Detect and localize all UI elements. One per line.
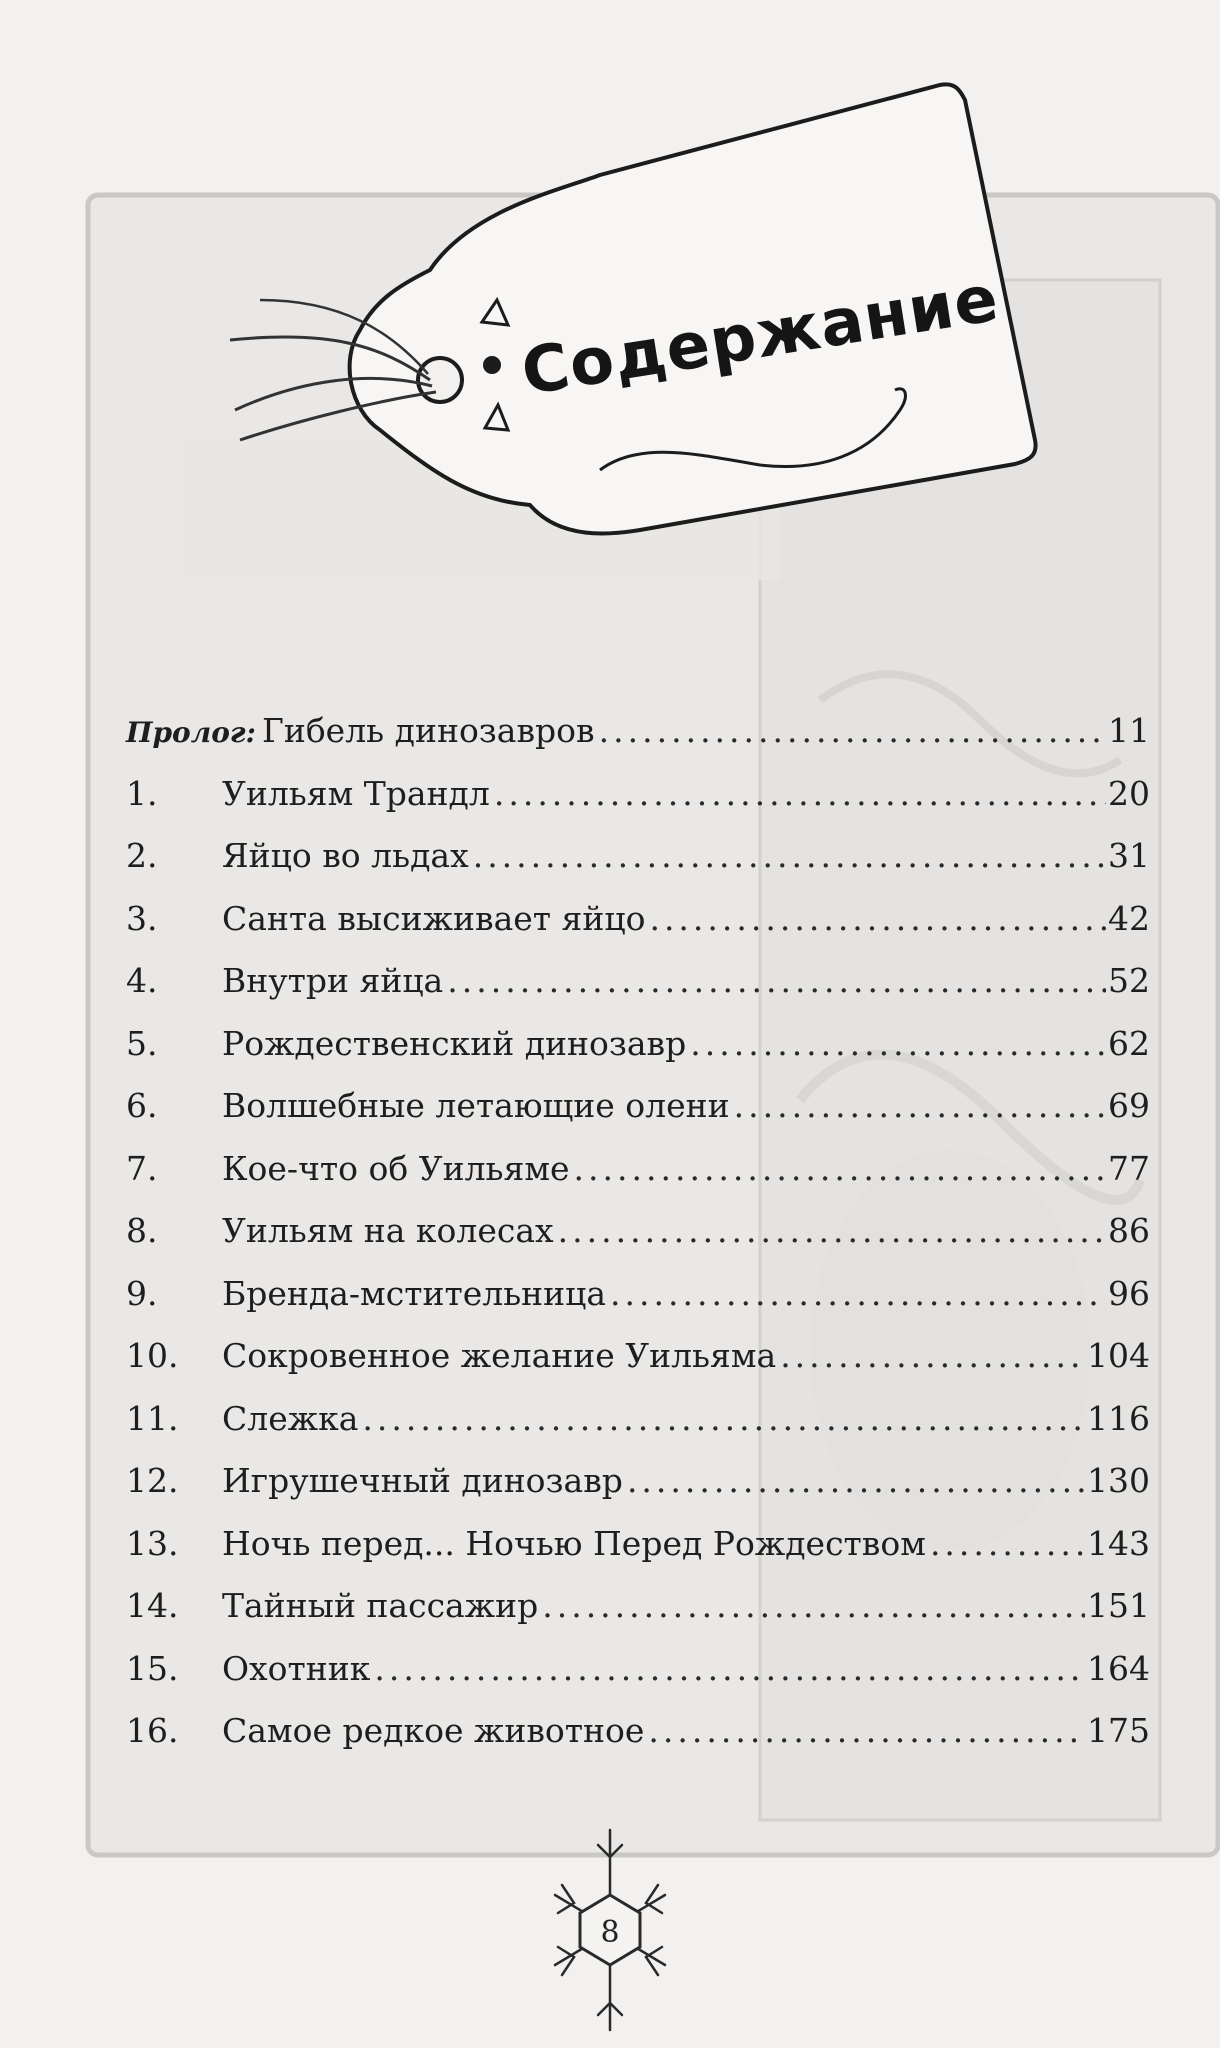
dot-leader xyxy=(780,1325,1085,1388)
toc-chapter-row xyxy=(126,1388,1150,1451)
chapter-number: 3. xyxy=(126,898,158,938)
chapter-title: Кое-что об Уильяме xyxy=(222,1148,570,1188)
dot-leader xyxy=(690,1013,1106,1076)
toc-chapter-row xyxy=(126,1450,1150,1513)
toc-chapter-row xyxy=(126,1638,1150,1701)
chapter-number: 11. xyxy=(126,1398,179,1438)
chapter-page: 116 xyxy=(1087,1398,1150,1438)
chapter-title: Уильям на колесах xyxy=(222,1211,554,1250)
dot-leader xyxy=(649,888,1106,951)
dot-leader xyxy=(374,1638,1085,1701)
chapter-title: Яйцо во льдах xyxy=(222,836,469,875)
chapter-title: Слежка xyxy=(222,1398,359,1438)
chapter-title: Тайный пассажир xyxy=(222,1586,539,1625)
chapter-title: Рождественский динозавр xyxy=(222,1023,687,1063)
chapter-title: Игрушечный динозавр xyxy=(222,1461,623,1500)
chapter-title: Ночь перед... Ночью Перед Рождеством xyxy=(222,1523,926,1563)
chapter-number: 13. xyxy=(126,1523,179,1563)
toc-chapter-row xyxy=(126,1263,1150,1326)
chapter-page: 52 xyxy=(1108,961,1150,1000)
chapter-page: 62 xyxy=(1108,1023,1150,1063)
chapter-number: 5. xyxy=(126,1023,158,1063)
chapter-page: 96 xyxy=(1108,1273,1150,1313)
chapter-number: 16. xyxy=(126,1711,179,1750)
chapter-number: 14. xyxy=(126,1586,179,1625)
chapter-number: 6. xyxy=(126,1086,158,1125)
chapter-title: Сокровенное желание Уильяма xyxy=(222,1336,777,1375)
chapter-page: 20 xyxy=(1108,773,1150,813)
chapter-title: Волшебные летающие олени xyxy=(222,1086,730,1125)
toc-chapter-row xyxy=(126,1200,1150,1263)
prologue-title: Гибель динозавров xyxy=(261,711,595,750)
dot-leader xyxy=(648,1700,1085,1763)
chapter-number: 15. xyxy=(126,1648,179,1688)
chapter-page: 42 xyxy=(1108,898,1150,938)
chapter-number: 12. xyxy=(126,1461,179,1500)
dot-leader xyxy=(494,763,1106,826)
toc-chapter-row xyxy=(126,1700,1150,1763)
page-number-ornament xyxy=(550,1825,670,2035)
chapter-page: 151 xyxy=(1087,1586,1150,1625)
chapter-number: 8. xyxy=(126,1211,158,1250)
chapter-page: 143 xyxy=(1087,1523,1150,1563)
dot-leader xyxy=(627,1450,1085,1513)
chapter-title: Бренда-мстительница xyxy=(222,1273,607,1313)
dot-leader xyxy=(734,1075,1106,1138)
chapter-page: 104 xyxy=(1087,1336,1150,1375)
dot-leader xyxy=(574,1138,1106,1201)
chapter-number: 4. xyxy=(126,961,158,1000)
prologue-page: 11 xyxy=(1108,711,1150,750)
page-title: Содержание xyxy=(516,261,1004,411)
toc-chapter-row xyxy=(126,888,1150,951)
chapter-page: 31 xyxy=(1108,836,1150,875)
toc-chapter-row xyxy=(126,1513,1150,1576)
chapter-title: Санта высиживает яйцо xyxy=(222,898,646,938)
toc-chapter-row xyxy=(126,1013,1150,1076)
toc-chapter-row xyxy=(126,825,1150,888)
dot-leader xyxy=(362,1388,1085,1451)
toc-prologue xyxy=(126,700,1150,763)
chapter-page: 164 xyxy=(1087,1648,1150,1688)
dot-leader xyxy=(599,700,1106,763)
chapter-number: 7. xyxy=(126,1148,158,1188)
chapter-number: 9. xyxy=(126,1273,158,1313)
toc-chapter-row xyxy=(126,1138,1150,1201)
toc-chapter-row xyxy=(126,1575,1150,1638)
dot-leader xyxy=(542,1575,1085,1638)
chapter-page: 130 xyxy=(1087,1461,1150,1500)
page-number: 8 xyxy=(600,1915,620,1950)
dot-leader xyxy=(610,1263,1106,1326)
toc-chapter-row xyxy=(126,950,1150,1013)
chapter-title: Уильям Трандл xyxy=(222,773,490,813)
chapter-number: 2. xyxy=(126,836,158,875)
dot-leader xyxy=(473,825,1106,888)
chapter-list xyxy=(126,763,1150,1763)
chapter-page: 86 xyxy=(1108,1211,1150,1250)
toc-chapter-row xyxy=(126,1325,1150,1388)
chapter-title: Внутри яйца xyxy=(222,961,444,1000)
prologue-label: Пролог: xyxy=(126,716,256,749)
chapter-page: 77 xyxy=(1108,1148,1150,1188)
toc-chapter-row xyxy=(126,1075,1150,1138)
toc-chapter-row xyxy=(126,763,1150,826)
dot-leader xyxy=(558,1200,1106,1263)
chapter-title: Самое редкое животное xyxy=(222,1711,645,1750)
dot-leader xyxy=(930,1513,1085,1576)
chapter-number: 10. xyxy=(126,1336,179,1375)
dot-leader xyxy=(447,950,1106,1013)
table-of-contents xyxy=(126,700,1150,1763)
chapter-number: 1. xyxy=(126,773,158,813)
chapter-title: Охотник xyxy=(222,1648,371,1688)
chapter-page: 69 xyxy=(1108,1086,1150,1125)
chapter-page: 175 xyxy=(1087,1711,1150,1750)
